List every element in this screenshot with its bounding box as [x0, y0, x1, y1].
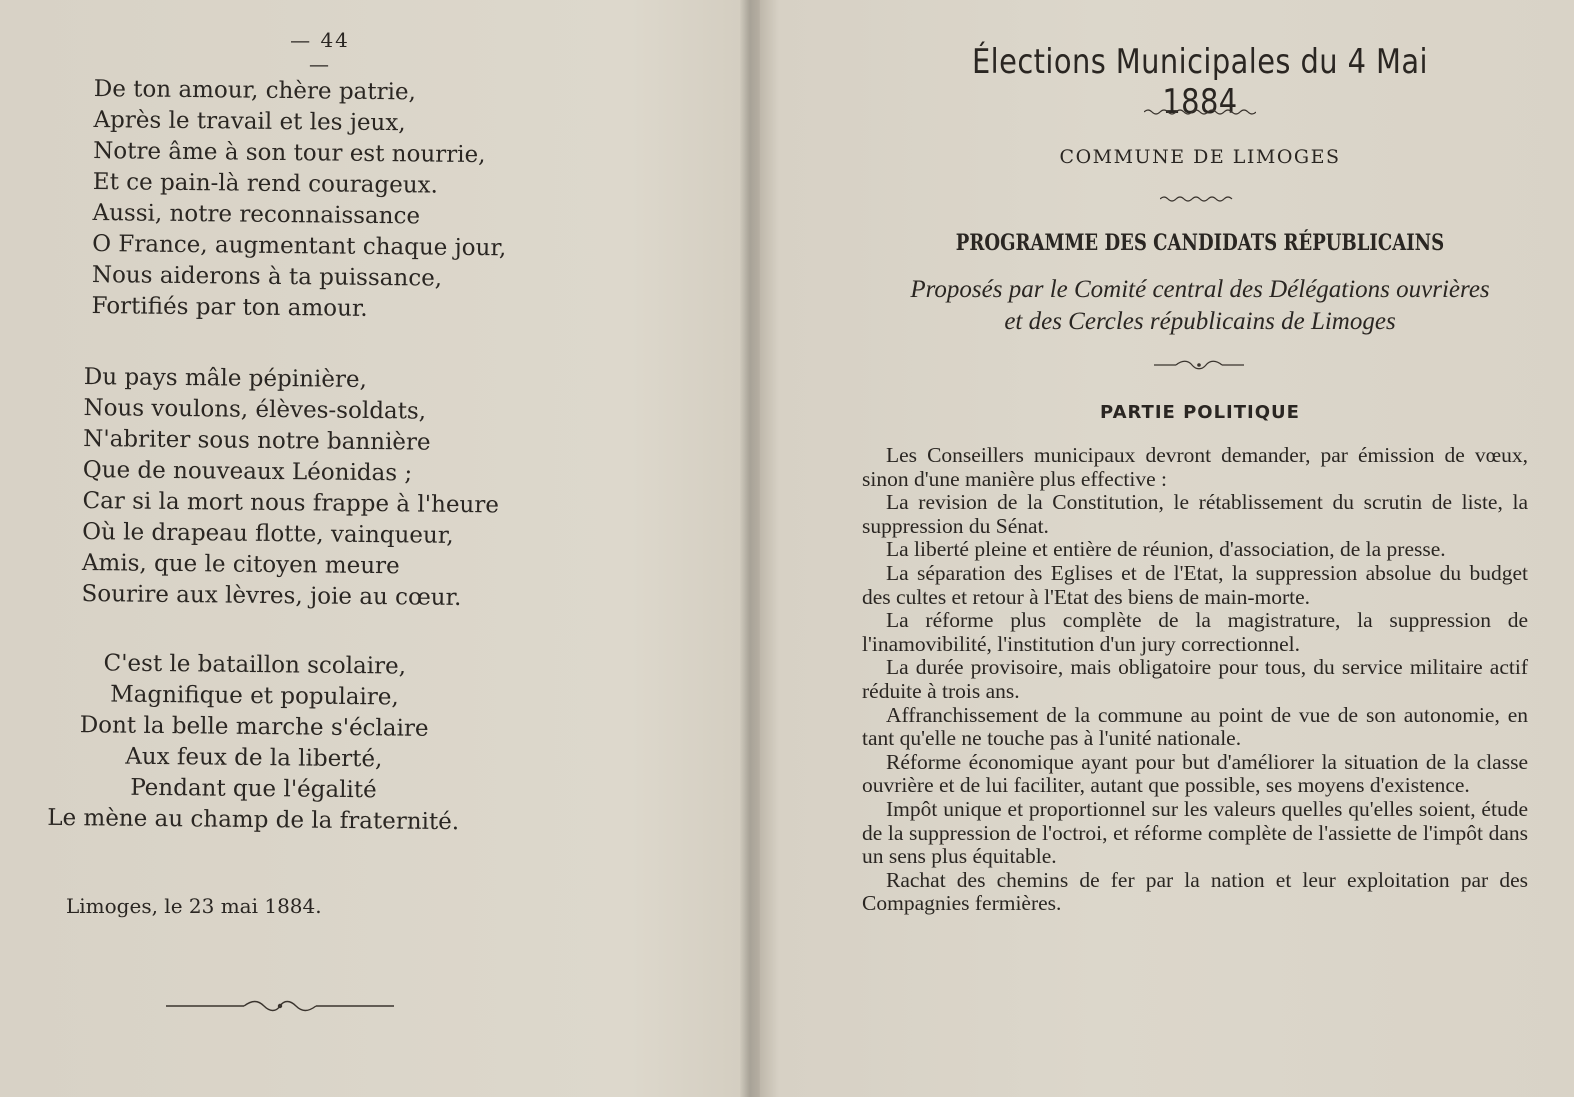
verse-line: Fortifiés par ton amour.	[91, 292, 368, 322]
programme-paragraph: La séparation des Eglises et de l'Etat, la suppression absolue du budget des cultes et retour à l'Etat des biens de main-morte.	[862, 560, 1528, 609]
verse-line: O France, augmentant chaque jour,	[92, 230, 507, 262]
poem-signature: Limoges, le 23 mai 1884.	[66, 894, 322, 918]
proposers-subtitle	[850, 274, 1550, 338]
right-page	[760, 0, 1574, 1097]
programme-body	[862, 444, 1528, 916]
verse-line: C'est le bataillon scolaire,	[103, 650, 407, 680]
programme-heading: PROGRAMME DES CANDIDATS RÉPUBLICAINS	[955, 230, 1445, 256]
verse-line: Que de nouveaux Léonidas ;	[82, 456, 413, 487]
verse-line: Nous aiderons à ta puissance,	[91, 261, 443, 292]
verse-line: N'abriter sous notre bannière	[83, 425, 431, 456]
verse-line: Et ce pain-là rend courageux.	[92, 168, 439, 199]
book-gutter	[740, 0, 760, 1097]
ornamental-rule-icon	[166, 994, 394, 1018]
poem-refrain	[43, 648, 465, 838]
programme-paragraph: La revision de la Constitution, le rétablissement du scrutin de liste, la suppression du Sénat.	[862, 490, 1528, 538]
subtitle-line: et des Cercles républicains de Limoges	[1004, 308, 1396, 335]
page-number: — 44 —	[290, 28, 350, 76]
programme-paragraph: La liberté pleine et entière de réunion, d'association, de la presse.	[886, 537, 1446, 562]
verse-line: Amis, que le citoyen meure	[81, 549, 400, 580]
verse-line: Notre âme à son tour est nourrie,	[93, 137, 486, 169]
verse-line: De ton amour, chère patrie,	[93, 75, 416, 106]
verse-line: Nous voulons, élèves-soldats,	[83, 394, 427, 425]
verse-line: Aussi, notre reconnaissance	[92, 199, 421, 230]
flourish-ornament-icon	[1154, 358, 1244, 372]
poem-stanza-2	[81, 362, 500, 614]
section-heading: PARTIE POLITIQUE	[1100, 402, 1300, 423]
left-page	[0, 0, 745, 1097]
programme-paragraph: La durée provisoire, mais obligatoire pour tous, du service militaire actif réduite à trois ans.	[862, 655, 1528, 703]
verse-line: Aux feux de la liberté,	[125, 743, 383, 773]
verse-line: Le mène au champ de la fraternité.	[47, 804, 460, 836]
verse-line: Sourire aux lèvres, joie au cœur.	[81, 580, 462, 611]
programme-paragraph: Rachat des chemins de fer par la nation et leur exploitation par des Compagnies fermières.	[862, 867, 1528, 916]
verse-line: Magnifique et populaire,	[110, 681, 399, 711]
verse-line: Du pays mâle pépinière,	[83, 363, 367, 393]
page-title: Élections Municipales du 4 Mai 1884	[971, 42, 1429, 122]
programme-paragraph: Affranchissement de la commune au point de vue de son autonomie, en tant qu'elle ne touche pas à l'unité nationale.	[862, 702, 1528, 751]
verse-line: Car si la mort nous frappe à l'heure	[82, 487, 500, 519]
verse-line: Où le drapeau flotte, vainqueur,	[82, 518, 454, 549]
wavy-divider-icon	[1144, 106, 1256, 118]
commune-heading: COMMUNE DE LIMOGES	[1059, 146, 1341, 168]
wavy-divider-icon	[1160, 193, 1234, 205]
programme-paragraph: Réforme économique ayant pour but d'améliorer la situation de la classe ouvrière et de lui faciliter, autant que possible, ses moyens d'existence.	[862, 749, 1528, 798]
programme-paragraph: Impôt unique et proportionnel sur les valeurs quelles qu'elles soient, étude de la suppression de l'octroi, et réforme complète de l'assiette de l'impôt dans un sens plus équitable.	[862, 796, 1528, 869]
subtitle-line: Proposés par le Comité central des Délégations ouvrières	[910, 276, 1490, 303]
verse-line: Après le travail et les jeux,	[93, 106, 406, 137]
verse-line: Dont la belle marche s'éclaire	[79, 712, 429, 742]
verse-line: Pendant que l'égalité	[130, 774, 377, 804]
programme-paragraph: La réforme plus complète de la magistrature, la suppression de l'inamovibilité, l'institution d'un jury correctionnel.	[862, 608, 1528, 656]
poem-stanza-1	[91, 74, 508, 326]
programme-paragraph: Les Conseillers municipaux devront demander, par émission de vœux, sinon d'une manière plus effective :	[862, 443, 1528, 491]
